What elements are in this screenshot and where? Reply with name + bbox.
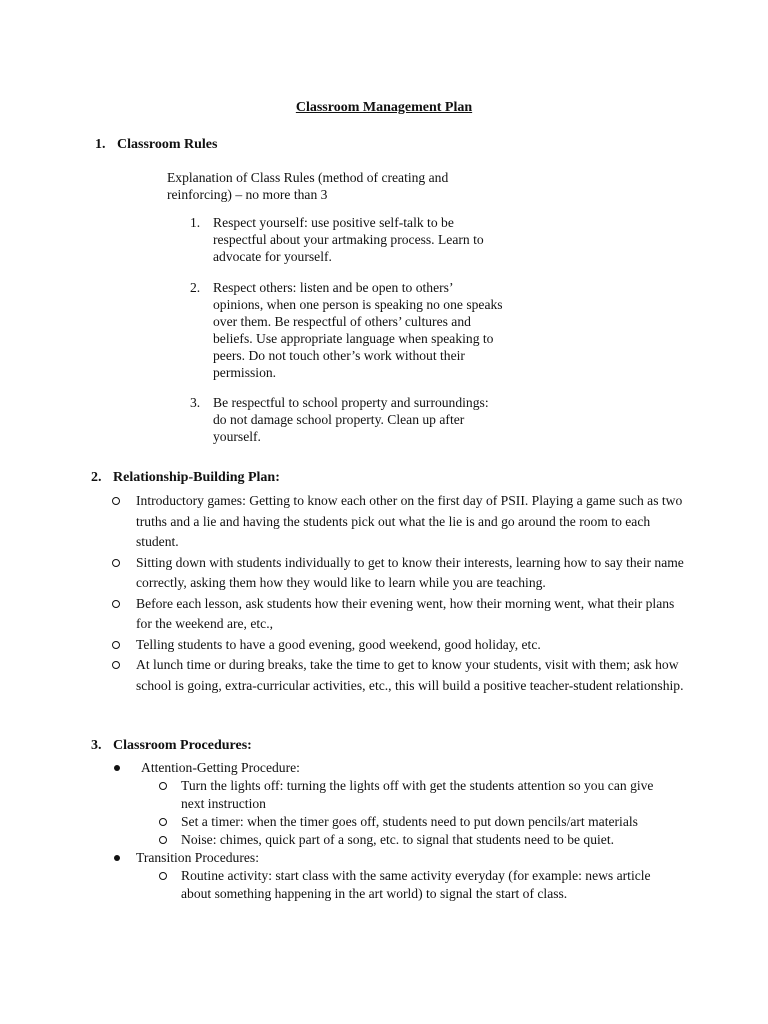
hollow-bullet-icon xyxy=(159,782,167,790)
relationship-list xyxy=(112,491,692,696)
procedure-subitem-text: Routine activity: start class with the same activity everyday (for example: news article about something happening in the art world) to signal the start of class. xyxy=(181,868,651,901)
list-item xyxy=(112,594,692,635)
list-item-text: Before each lesson, ask students how their evening went, how their morning went, what their plans for the weekend are, etc., xyxy=(136,595,675,631)
hollow-bullet-icon xyxy=(159,836,167,844)
procedure-subitem xyxy=(112,777,672,813)
procedure-label: Attention-Getting Procedure: xyxy=(141,760,300,775)
document-title: Classroom Management Plan xyxy=(295,100,473,115)
rule-number: 1. xyxy=(190,215,201,230)
procedure-subitem xyxy=(112,867,672,903)
rule-text: Be respectful to school property and surroundings: do not damage school property. Clean up after yourself. xyxy=(213,395,489,444)
rules-intro: Explanation of Class Rules (method of creating and reinforcing) – no more than 3 xyxy=(167,170,449,202)
list-item xyxy=(112,553,692,594)
list-item-text: Sitting down with students individually to get to know their interests, learning how to say their name correctly, asking them how they would like to learn while you are teaching. xyxy=(136,554,684,590)
list-item xyxy=(112,655,692,696)
hollow-bullet-icon xyxy=(112,661,120,669)
list-item-text: Introductory games: Getting to know each other on the first day of PSII. Playing a game such as two truths and a lie and having the students pick out what the lie is and go around the room to each student. xyxy=(136,493,683,549)
procedure-subitem-text: Turn the lights off: turning the lights off with get the students attention so you can give next instruction xyxy=(181,778,654,811)
section-heading-classroom-procedures xyxy=(91,737,252,754)
rule-text: Respect others: listen and be open to others’ opinions, when one person is speaking no one speaks over them. Be respectful of others’ cultures and beliefs. Use appropriate language when speaking to peers. Do not touch other’s work without their permission. xyxy=(213,280,503,380)
procedure-subitem-text: Noise: chimes, quick part of a song, etc. to signal that students need to be quiet. xyxy=(181,832,615,847)
list-item-text: Telling students to have a good evening, good weekend, good holiday, etc. xyxy=(136,636,541,652)
section-title: Classroom Rules xyxy=(117,137,218,152)
list-item-text: At lunch time or during breaks, take the time to get to know your students, visit with them; ask how school is going, extra-curricular activities, etc., this will build a positive teacher-student relationship. xyxy=(136,657,684,693)
procedure-label: Transition Procedures: xyxy=(136,850,259,865)
rule-number: 2. xyxy=(190,280,201,295)
section-number: 2. xyxy=(91,470,102,485)
hollow-bullet-icon xyxy=(112,497,120,505)
procedure-group xyxy=(112,759,672,777)
section-title: Relationship-Building Plan: xyxy=(113,470,280,485)
procedure-subitem xyxy=(112,831,672,849)
rule-number: 3. xyxy=(190,395,201,410)
hollow-bullet-icon xyxy=(112,641,120,649)
list-item xyxy=(112,635,692,656)
hollow-bullet-icon xyxy=(112,559,120,567)
procedure-subitem-text: Set a timer: when the timer goes off, students need to put down pencils/art materials xyxy=(181,814,638,829)
rule-text: Respect yourself: use positive self-talk to be respectful about your artmaking process. Learn to advocate for yourself. xyxy=(213,215,484,264)
section-title: Classroom Procedures: xyxy=(113,738,252,753)
section-number: 1. xyxy=(95,137,106,152)
hollow-bullet-icon xyxy=(159,872,167,880)
procedure-group xyxy=(112,849,672,867)
section-number: 3. xyxy=(91,738,102,753)
list-item xyxy=(112,491,692,553)
filled-bullet-icon xyxy=(114,855,120,861)
filled-bullet-icon xyxy=(114,765,120,771)
hollow-bullet-icon xyxy=(112,600,120,608)
procedures-list xyxy=(112,759,672,903)
procedure-subitem xyxy=(112,813,672,831)
section-heading-relationship-building xyxy=(91,469,280,486)
section-heading-classroom-rules xyxy=(95,136,217,153)
hollow-bullet-icon xyxy=(159,818,167,826)
